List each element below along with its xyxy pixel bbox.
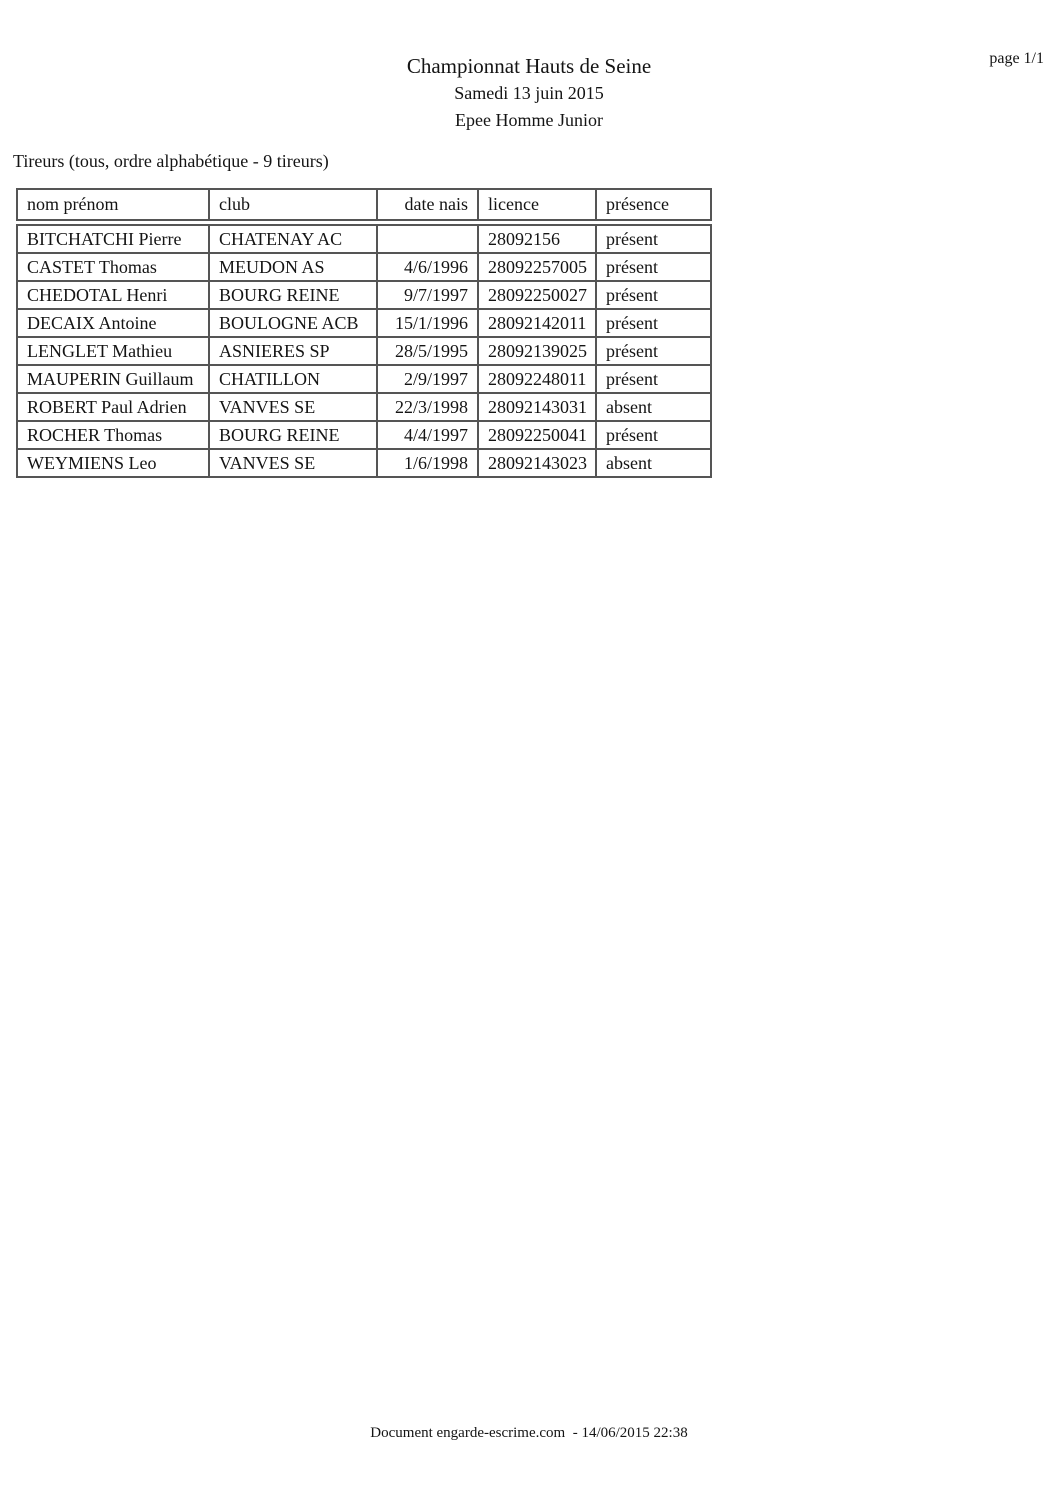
cell-club: VANVES SE: [209, 449, 377, 477]
cell-date-nais: 4/6/1996: [377, 253, 478, 281]
cell-date-nais: [377, 225, 478, 253]
table-row: [17, 365, 711, 393]
cell-licence: 28092139025: [478, 337, 596, 365]
table-row: [17, 309, 711, 337]
table-row: [17, 253, 711, 281]
cell-licence: 28092156: [478, 225, 596, 253]
cell-nom-prenom: ROBERT Paul Adrien: [17, 393, 209, 421]
cell-licence: 28092142011: [478, 309, 596, 337]
section-title: Tireurs (tous, ordre alphabétique - 9 tireurs): [13, 151, 329, 171]
cell-licence: 28092248011: [478, 365, 596, 393]
cell-club: BOURG REINE: [209, 421, 377, 449]
cell-presence: présent: [596, 281, 711, 309]
fencers-table-area: [16, 188, 716, 478]
cell-nom-prenom: MAUPERIN Guillaum: [17, 365, 209, 393]
cell-date-nais: 22/3/1998: [377, 393, 478, 421]
cell-club: ASNIERES SP: [209, 337, 377, 365]
cell-date-nais: 28/5/1995: [377, 337, 478, 365]
cell-nom-prenom: BITCHATCHI Pierre: [17, 225, 209, 253]
column-header-club: club: [209, 189, 377, 220]
table-row: [17, 393, 711, 421]
cell-nom-prenom: DECAIX Antoine: [17, 309, 209, 337]
cell-presence: absent: [596, 393, 711, 421]
cell-presence: présent: [596, 309, 711, 337]
header-row: [17, 189, 711, 220]
cell-presence: présent: [596, 225, 711, 253]
cell-presence: présent: [596, 337, 711, 365]
cell-presence: absent: [596, 449, 711, 477]
cell-nom-prenom: LENGLET Mathieu: [17, 337, 209, 365]
table-row: [17, 281, 711, 309]
title-block: [0, 52, 1058, 134]
page-indicator: page 1/1: [989, 50, 1044, 67]
column-header-licence: licence: [478, 189, 596, 220]
fencers-table-header: [16, 188, 712, 221]
cell-licence: 28092250027: [478, 281, 596, 309]
cell-presence: présent: [596, 421, 711, 449]
table-row: [17, 225, 711, 253]
cell-club: BOURG REINE: [209, 281, 377, 309]
cell-club: MEUDON AS: [209, 253, 377, 281]
cell-nom-prenom: WEYMIENS Leo: [17, 449, 209, 477]
column-header-presence: présence: [596, 189, 711, 220]
cell-date-nais: 1/6/1998: [377, 449, 478, 477]
cell-club: CHATENAY AC: [209, 225, 377, 253]
cell-licence: 28092250041: [478, 421, 596, 449]
cell-club: BOULOGNE ACB: [209, 309, 377, 337]
table-row: [17, 337, 711, 365]
cell-licence: 28092143023: [478, 449, 596, 477]
cell-club: CHATILLON: [209, 365, 377, 393]
table-row: [17, 449, 711, 477]
cell-date-nais: 4/4/1997: [377, 421, 478, 449]
cell-club: VANVES SE: [209, 393, 377, 421]
cell-presence: présent: [596, 365, 711, 393]
fencers-table: [16, 224, 712, 478]
cell-licence: 28092143031: [478, 393, 596, 421]
document-title: Championnat Hauts de Seine: [406, 54, 652, 78]
column-header-nom-prenom: nom prénom: [17, 189, 209, 220]
cell-licence: 28092257005: [478, 253, 596, 281]
document-event: Epee Homme Junior: [455, 110, 603, 130]
table-row: [17, 421, 711, 449]
cell-date-nais: 2/9/1997: [377, 365, 478, 393]
cell-nom-prenom: CHEDOTAL Henri: [17, 281, 209, 309]
column-header-date-nais: date nais: [377, 189, 478, 220]
cell-date-nais: 15/1/1996: [377, 309, 478, 337]
cell-date-nais: 9/7/1997: [377, 281, 478, 309]
document-date: Samedi 13 juin 2015: [454, 83, 604, 103]
cell-nom-prenom: ROCHER Thomas: [17, 421, 209, 449]
cell-nom-prenom: CASTET Thomas: [17, 253, 209, 281]
cell-presence: présent: [596, 253, 711, 281]
document-footer: Document engarde-escrime.com - 14/06/2015 22:38: [370, 1425, 688, 1441]
